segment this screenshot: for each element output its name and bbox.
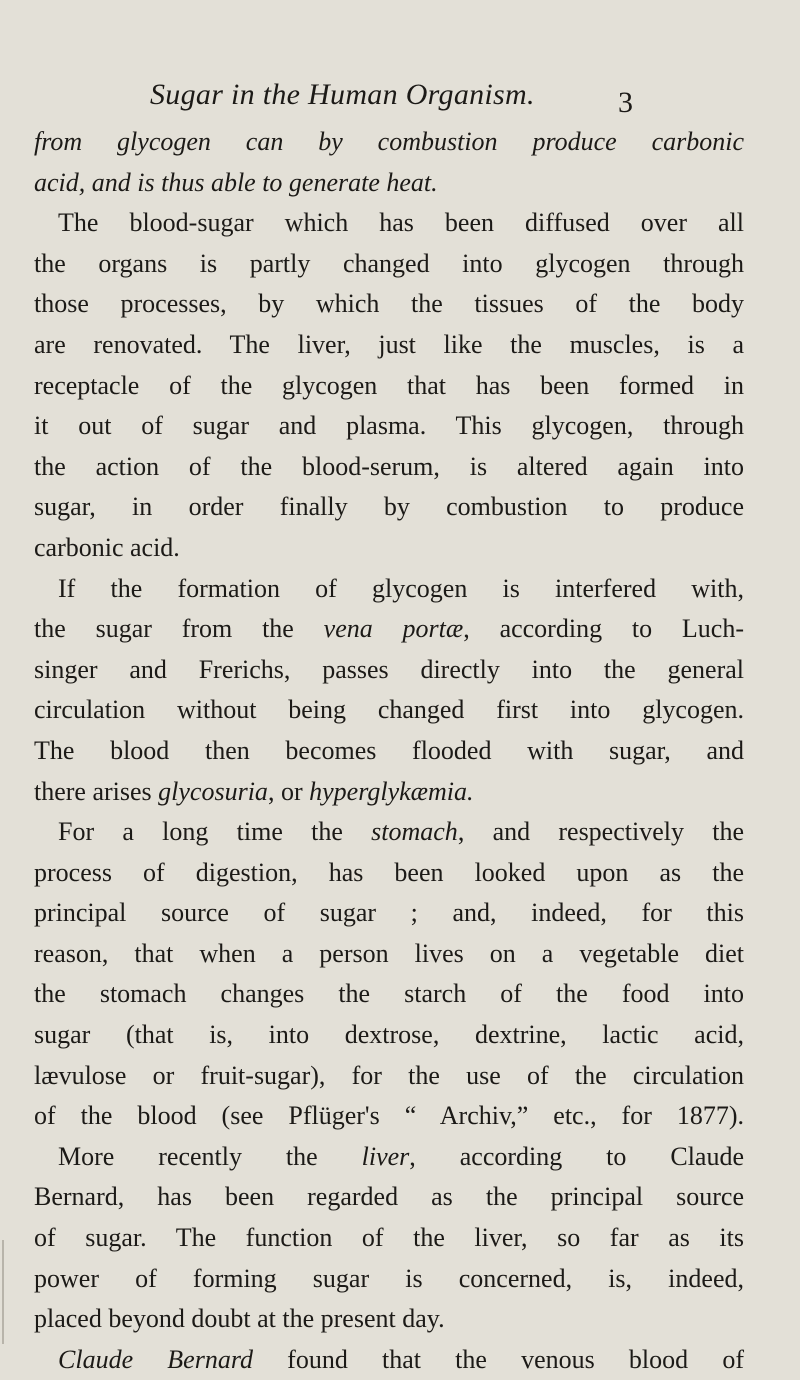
text-run: the organs is partly changed into glycogen through [34, 248, 744, 278]
text-run: are renovated. The liver, just like the muscles, is a [34, 329, 744, 359]
page-header [0, 78, 800, 118]
text-run: circulation without being changed first into glycogen. [34, 695, 744, 725]
text-line [34, 1299, 744, 1340]
text-line [34, 569, 744, 610]
text-line [34, 1218, 744, 1259]
text-run: lævulose or fruit-sugar), for the use of the circulation [34, 1060, 744, 1090]
text-run: sugar (that is, into dextrose, dextrine, lactic acid, [34, 1020, 744, 1050]
text-line [34, 650, 744, 691]
text-line [34, 690, 744, 731]
italic-text: vena portæ [323, 614, 464, 644]
text-run: , according to Claude [409, 1141, 744, 1171]
italic-text: acid, and is thus able to generate heat. [34, 167, 438, 197]
text-run: principal source of sugar ; and, indeed, for this [34, 898, 744, 928]
text-line [34, 284, 744, 325]
text-line [34, 974, 744, 1015]
text-line [34, 366, 744, 407]
text-line [34, 1177, 744, 1218]
text-line [34, 244, 744, 285]
text-line [34, 528, 744, 569]
text-line [34, 1137, 744, 1178]
text-run: , or [267, 776, 310, 806]
text-line [34, 447, 744, 488]
text-run: For a long time the [58, 817, 372, 847]
text-run: power of forming sugar is concerned, is, indeed, [34, 1263, 744, 1293]
text-line [34, 487, 744, 528]
text-run: singer and Frerichs, passes directly into the general [34, 654, 744, 684]
text-run: Bernard, has been regarded as the principal source [34, 1182, 744, 1212]
text-line [34, 1015, 744, 1056]
italic-text: stomach [371, 817, 458, 847]
text-run: , according to Luch- [463, 614, 745, 644]
text-line [34, 406, 744, 447]
text-run: the sugar from the [34, 614, 324, 644]
text-line [34, 1056, 744, 1097]
text-line [34, 203, 744, 244]
italic-text: Claude Bernard [58, 1344, 253, 1374]
text-line [34, 122, 744, 163]
text-run: of sugar. The function of the liver, so far as its [34, 1223, 744, 1253]
text-run: carbonic acid. [34, 532, 180, 562]
text-run: sugar, in order finally by combustion to produce [34, 492, 744, 522]
text-run: placed beyond doubt at the present day. [34, 1304, 445, 1334]
text-run: , and respectively the [457, 817, 744, 847]
text-run: The blood then becomes flooded with sugar, and [34, 735, 744, 765]
italic-text: glycosuria [158, 776, 268, 806]
page-number: 3 [618, 86, 633, 119]
text-line [34, 772, 744, 813]
text-run: receptacle of the glycogen that has been formed in [34, 370, 744, 400]
text-run: reason, that when a person lives on a vegetable diet [34, 938, 744, 968]
text-line [34, 1259, 744, 1300]
text-run: the action of the blood-serum, is altered again into [34, 451, 744, 481]
text-run: there arises [34, 776, 159, 806]
text-line [34, 812, 744, 853]
text-run: process of digestion, has been looked upon as the [34, 857, 744, 887]
margin-shadow [2, 1240, 4, 1344]
text-run: it out of sugar and plasma. This glycogen, through [34, 411, 744, 441]
text-run: of the blood (see Pflüger's “ Archiv,” etc., for 1877). [34, 1101, 744, 1131]
text-run: If the formation of glycogen is interfered with, [58, 573, 744, 603]
text-run: the stomach changes the starch of the food into [34, 979, 744, 1009]
text-run: The blood-sugar which has been diffused over all [58, 208, 744, 238]
text-line [34, 853, 744, 894]
text-line [34, 934, 744, 975]
text-line [34, 1096, 744, 1137]
body-text [34, 122, 744, 1380]
text-line [34, 893, 744, 934]
text-line [34, 609, 744, 650]
text-line [34, 325, 744, 366]
text-line [34, 731, 744, 772]
text-line [34, 1340, 744, 1380]
text-run: More recently the [58, 1141, 362, 1171]
italic-text: hyperglykæmia. [309, 776, 474, 806]
italic-text: liver [361, 1141, 410, 1171]
italic-text: from glycogen can by combustion produce carbonic [34, 127, 744, 156]
text-run: those processes, by which the tissues of the body [34, 289, 744, 319]
text-run: found that the venous blood of [252, 1344, 744, 1374]
running-title: Sugar in the Human Organism. [150, 78, 535, 111]
text-line [34, 163, 744, 204]
